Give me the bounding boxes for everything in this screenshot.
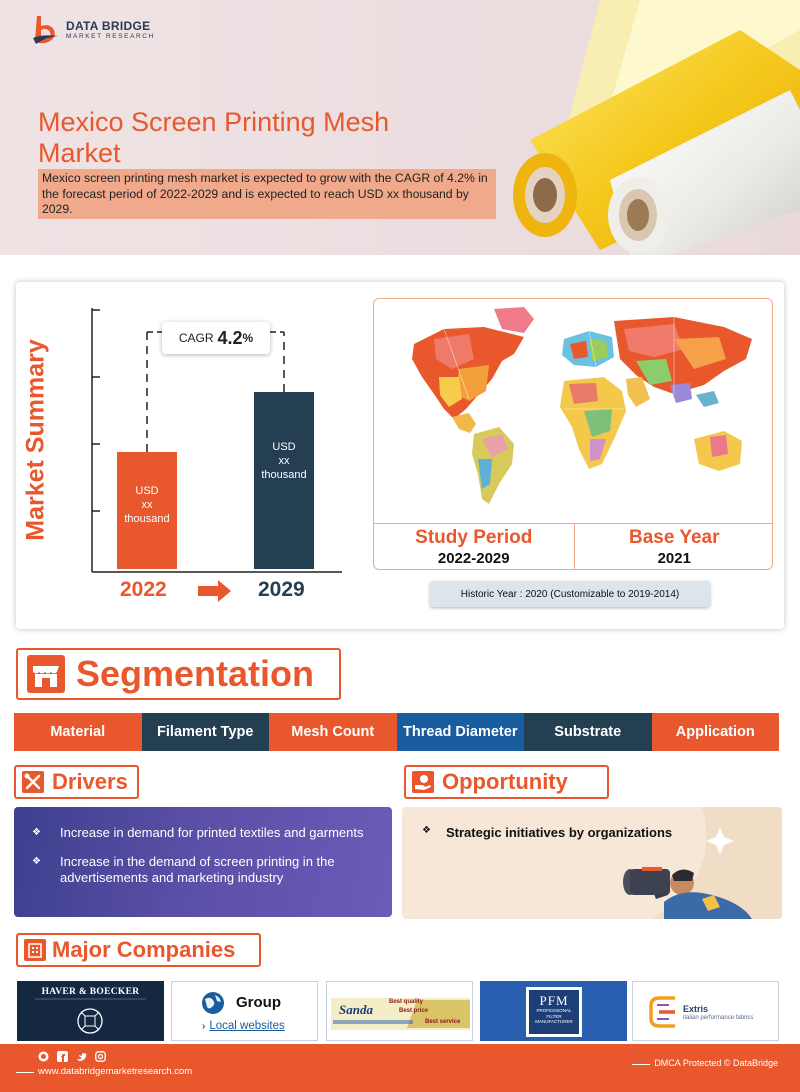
group-label: Group bbox=[236, 994, 281, 1011]
bullet-diamond-icon: ❖ bbox=[32, 827, 41, 838]
historic-year-badge: Historic Year : 2020 (Customizable to 2019-2014) bbox=[430, 581, 710, 607]
cagr-prefix: CAGR bbox=[178, 331, 214, 345]
sanda-tag2: Best price bbox=[399, 1008, 429, 1014]
segment-substrate[interactable]: Substrate bbox=[524, 713, 652, 751]
segment-mesh-count[interactable]: Mesh Count bbox=[269, 713, 397, 751]
globe-icon bbox=[200, 990, 226, 1016]
drivers-list bbox=[14, 807, 392, 917]
haver-boecker-name: HAVER & BOECKER bbox=[41, 987, 140, 997]
sanda-name: Sanda bbox=[339, 1002, 373, 1017]
brand-logo[interactable] bbox=[32, 14, 155, 46]
footer bbox=[0, 1044, 800, 1092]
mesh-rolls-image bbox=[490, 0, 800, 255]
year-label-2022: 2022 bbox=[120, 578, 167, 601]
twitter-icon[interactable] bbox=[76, 1051, 87, 1062]
arrow-right-icon bbox=[198, 580, 232, 602]
world-map-image bbox=[374, 299, 773, 523]
pfm-name: PFM bbox=[539, 993, 569, 1008]
segment-material[interactable]: Material bbox=[14, 713, 142, 751]
instagram-icon[interactable] bbox=[95, 1051, 106, 1062]
building-icon bbox=[24, 939, 46, 961]
year-label-2029: 2029 bbox=[258, 578, 305, 601]
major-companies-heading bbox=[16, 933, 261, 967]
segment-thread-diameter[interactable]: Thread Diameter bbox=[397, 713, 525, 751]
databridge-logo-icon bbox=[32, 14, 60, 46]
segmentation-heading bbox=[16, 648, 341, 700]
whatsapp-icon[interactable] bbox=[38, 1051, 49, 1062]
base-year-value: 2021 bbox=[657, 550, 691, 567]
driver-text: Increase in the demand of screen printing in the advertisements and marketing industry bbox=[60, 854, 335, 885]
company-logo-group[interactable] bbox=[171, 981, 318, 1041]
social-links bbox=[38, 1051, 106, 1062]
base-year-label: Base Year bbox=[628, 527, 720, 548]
local-websites-link[interactable]: › Local websites bbox=[202, 1020, 285, 1032]
brand-tagline: MARKET RESEARCH bbox=[66, 32, 155, 40]
pfm-subtitle: PROFESSIONAL FILTER MANUFACTURER bbox=[535, 1008, 573, 1024]
market-summary-chart bbox=[80, 300, 350, 601]
opportunity-list bbox=[402, 807, 782, 919]
opportunity-title: Opportunity bbox=[442, 769, 568, 794]
extris-subtitle: italian performance fabrics bbox=[683, 1015, 754, 1021]
list-item bbox=[30, 854, 376, 886]
tools-icon bbox=[22, 771, 44, 793]
store-icon bbox=[26, 654, 66, 694]
driver-text: Increase in demand for printed textiles and garments bbox=[60, 825, 364, 840]
facebook-icon[interactable] bbox=[57, 1051, 68, 1062]
base-year bbox=[574, 524, 774, 570]
dmca-notice: DMCA Protected © DataBridge bbox=[654, 1058, 778, 1068]
bullet-diamond-icon: ❖ bbox=[422, 825, 431, 836]
extris-name: Extris bbox=[683, 1004, 709, 1014]
chevron-right-icon: › bbox=[202, 1020, 206, 1032]
major-companies-title: Major Companies bbox=[52, 937, 236, 962]
study-period-value: 2022-2029 bbox=[437, 550, 510, 567]
hero-description: Mexico screen printing mesh market is expected to grow with the CAGR of 4.2% in the forecast period of 2022-2029 and is expected to reach USD xx thousand by 2029. bbox=[38, 169, 496, 219]
hand-money-icon bbox=[412, 771, 434, 793]
bar-2022: USD xx thousand bbox=[117, 452, 177, 569]
segment-filament-type[interactable]: Filament Type bbox=[142, 713, 270, 751]
sanda-tag1: Best quality bbox=[389, 999, 424, 1005]
world-map-card bbox=[373, 298, 773, 570]
brand-name: DATA BRIDGE bbox=[66, 18, 151, 33]
binoculars-person-illustration bbox=[402, 807, 782, 919]
cagr-value: 4.2 bbox=[217, 327, 243, 348]
company-logo-extris[interactable] bbox=[632, 981, 779, 1041]
study-period bbox=[374, 524, 574, 570]
segmentation-bar bbox=[14, 713, 779, 751]
opportunity-text: Strategic initiatives by organizations bbox=[446, 825, 673, 840]
hero-banner bbox=[0, 0, 800, 255]
market-summary-label: Market Summary bbox=[21, 339, 50, 541]
cagr-badge bbox=[162, 322, 270, 354]
study-period-label: Study Period bbox=[415, 527, 533, 548]
company-logo-pfm[interactable] bbox=[480, 981, 627, 1041]
bar-2029: USD xx thousand bbox=[254, 392, 314, 569]
list-item bbox=[30, 825, 376, 841]
drivers-heading bbox=[14, 765, 139, 799]
extris-logo-icon bbox=[649, 994, 679, 1030]
haver-boecker-crest-icon bbox=[17, 981, 164, 1041]
cagr-suffix: % bbox=[242, 331, 254, 345]
company-logo-sanda[interactable] bbox=[326, 981, 473, 1041]
website-link[interactable]: www.databridgemarketresearch.com bbox=[38, 1066, 193, 1077]
period-row bbox=[374, 523, 773, 570]
page-title: Mexico Screen Printing Mesh Market bbox=[38, 107, 390, 168]
sanda-tag3: Best service bbox=[425, 1019, 461, 1025]
opportunity-heading bbox=[404, 765, 609, 799]
company-logo-haver-boecker[interactable] bbox=[17, 981, 164, 1041]
bullet-diamond-icon: ❖ bbox=[32, 856, 41, 867]
segmentation-title: Segmentation bbox=[76, 653, 315, 694]
segment-application[interactable]: Application bbox=[652, 713, 780, 751]
drivers-title: Drivers bbox=[52, 769, 128, 794]
